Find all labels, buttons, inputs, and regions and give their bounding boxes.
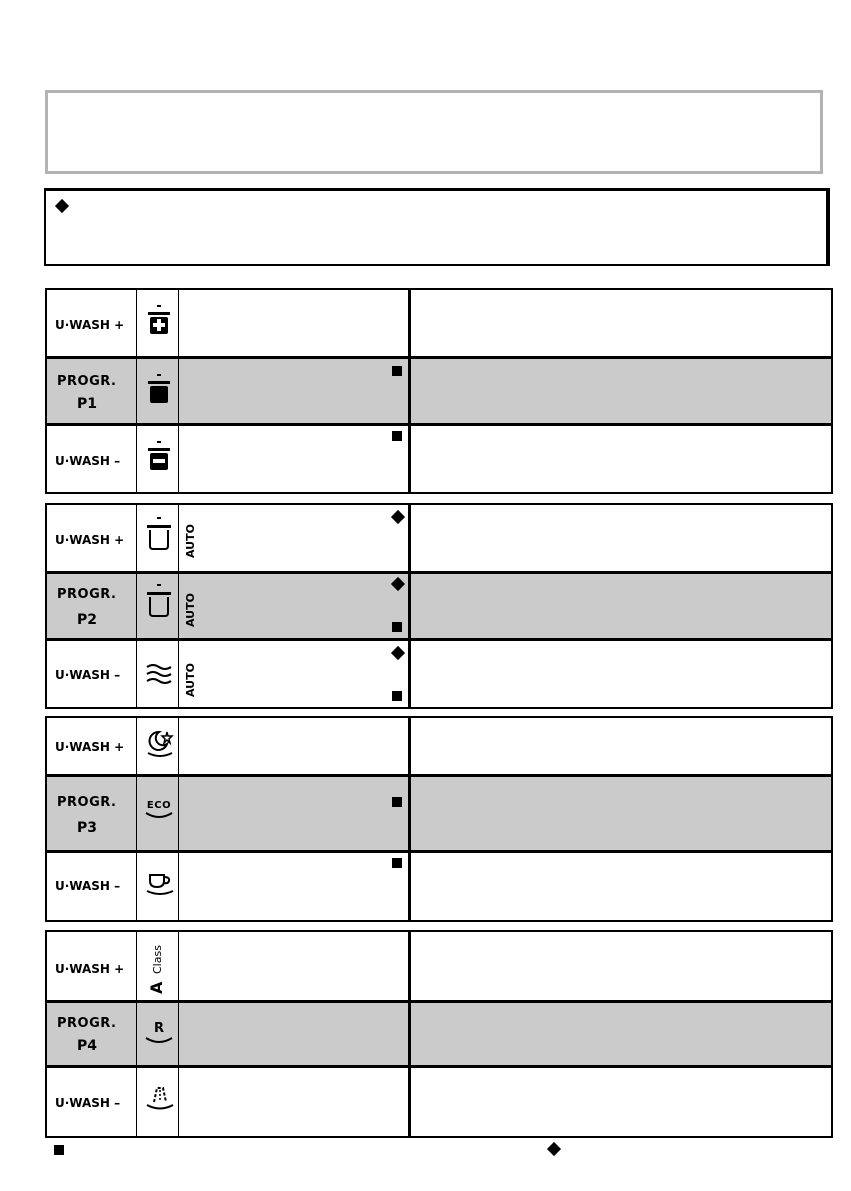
row-uwash-plus [47,505,831,571]
divider-icon [178,290,179,492]
square-marker [392,797,402,807]
progr-label: PROGR. [57,374,117,389]
program-group-4 [45,930,833,1138]
top-info-box [45,90,823,174]
divider-icon [178,505,179,707]
square-marker [392,366,402,376]
divider-label [136,505,137,707]
eco-icon [143,800,175,828]
legend-diamond-icon [547,1142,561,1156]
row-uwash-plus [47,290,831,356]
program-group-1 [45,288,833,494]
pot-outline-icon [145,584,173,618]
uwash-plus-label: U·WASH + [55,962,125,976]
diamond-marker [391,510,405,524]
diamond-marker [391,577,405,591]
row-uwash-minus [47,1068,831,1136]
cup-icon [144,869,176,897]
uwash-minus-label: U·WASH – [55,454,121,468]
a-class-letter: A [147,981,166,994]
program-group-2 [45,503,833,709]
legend-square-icon [54,1145,64,1155]
square-marker [392,691,402,701]
pot-outline-icon [145,517,173,551]
rinse-icon [143,1021,175,1051]
divider-label [136,932,137,1136]
eco-text: ECO [146,800,172,811]
note-box [44,188,830,266]
square-marker [392,858,402,868]
row-uwash-minus [47,641,831,707]
a-class-icon [145,936,173,996]
pot-plus-icon [146,305,172,337]
uwash-plus-label: U·WASH + [55,533,125,547]
row-uwash-plus [47,718,831,774]
row-progr-p2 [47,571,831,641]
divider-label [136,290,137,492]
pot-minus-icon [146,441,172,473]
divider-main [408,932,411,1136]
a-class-word: Class [151,945,164,974]
night-icon [145,728,175,758]
rinse-text: R [153,1021,164,1036]
program-group-3 [45,716,833,922]
glass-icon [144,1084,176,1114]
row-progr-p4 [47,1000,831,1068]
diamond-marker [391,646,405,660]
row-uwash-minus [47,853,831,920]
pot-filled-icon [146,374,172,406]
program-number-p3: P3 [77,820,98,836]
progr-label: PROGR. [57,795,117,810]
divider-main [408,718,411,920]
note-diamond-icon [55,199,69,213]
uwash-plus-label: U·WASH + [55,740,125,754]
uwash-minus-label: U·WASH – [55,1096,121,1110]
row-progr-p1 [47,356,831,426]
row-uwash-plus [47,932,831,1000]
divider-icon [178,718,179,920]
divider-main [408,505,411,707]
row-uwash-minus [47,426,831,492]
row-progr-p3 [47,774,831,853]
program-number-p2: P2 [77,612,98,628]
auto-label: AUTO [184,524,197,558]
progr-label: PROGR. [57,1016,117,1031]
divider-icon [178,932,179,1136]
uwash-minus-label: U·WASH – [55,879,121,893]
auto-label: AUTO [184,663,197,697]
divider-main [408,290,411,492]
square-marker [392,622,402,632]
divider-label [136,718,137,920]
program-number-p1: P1 [77,396,98,412]
program-number-p4: P4 [77,1038,98,1054]
uwash-plus-label: U·WASH + [55,318,125,332]
auto-label: AUTO [184,593,197,627]
waves-icon [145,663,173,685]
square-marker [392,431,402,441]
uwash-minus-label: U·WASH – [55,668,121,682]
progr-label: PROGR. [57,587,117,602]
